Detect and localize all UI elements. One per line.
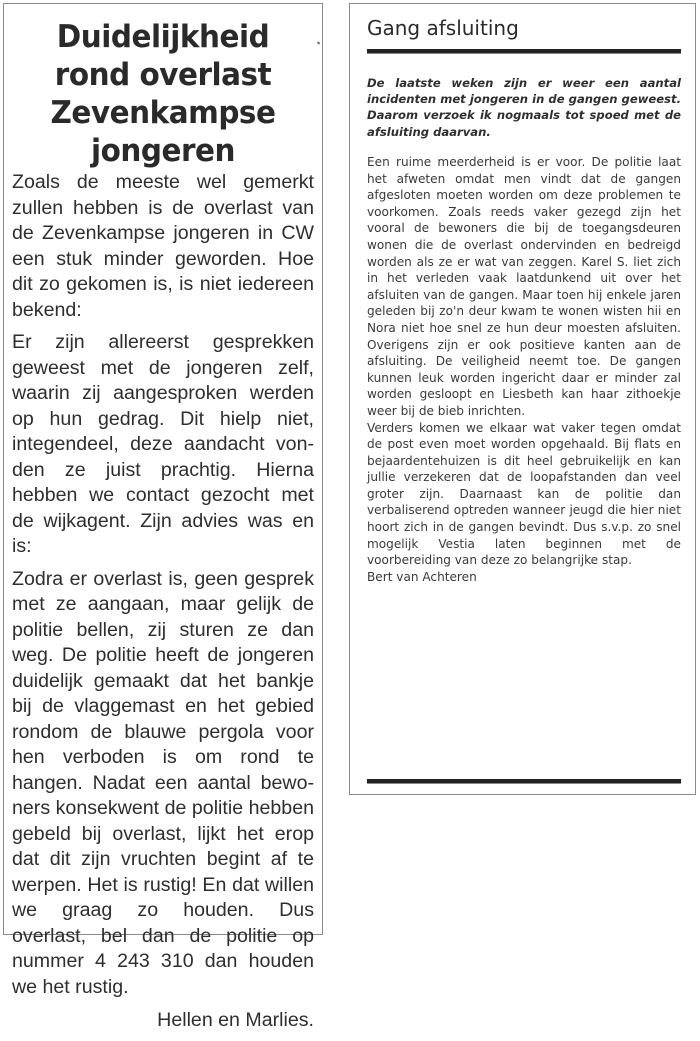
left-article-body — [12, 170, 314, 1041]
left-paragraph: Er zijn allereerst gesprekken geweest met de jongeren zelf, waarin zij aangesproken werden op hun gedrag. Dit hielp niet, integendeel, deze aandacht vonden ze juist prachtig. Hierna hebben we contact gezocht met de wijkagent. Zijn advies was en is: — [12, 331, 314, 557]
title-underline-rule — [367, 49, 681, 54]
right-article-author: Bert van Achteren — [367, 569, 477, 584]
headline-line: Zevenkampse — [50, 95, 276, 131]
headline-line: Duidelijkheid — [56, 19, 270, 55]
right-article-body — [367, 154, 681, 585]
left-paragraph: Zoals de meeste wel gemerkt zullen hebben is de overlast van de Zevenkampse jongeren in CW een stuk minder geworden. Hoe dit zo gekomen is, is niet iedereen bekend: — [12, 171, 314, 321]
right-article-title: Gang afsluiting — [367, 16, 519, 40]
right-paragraph: Een ruime meerderheid is er voor. De politie laat het afweten omdat men vindt dat de gangen afgesloten moeten worden om deze problemen te voorkomen. Zoals reeds vaker gezegd zijn het vooral de bewoners die bij de toegangsdeuren wonen die de overlast ondervinden en bedreigd worden als ze er wat van zeggen. Karel S. liet zich in het verleden vaak laatdunkend uit over het afsluiten van de gangen. Maar toen hij enkele jaren geleden bij zo'n deur kwam te wonen wisten hii en Nora niet hoe snel ze hun deur moesten afsluiten. Overigens zijn er ook positieve kanten aan de afsluiting. De veiligheid neemt toe. De gangen kunnen leuk worden ingericht daar er minder zal worden gesloopt en Liesbeth kan haar zithoekje weer bij de bieb inrichten. — [367, 155, 681, 418]
right-article-box — [349, 3, 696, 795]
bottom-rule — [367, 779, 681, 784]
right-article-intro: De laatste weken zijn er weer een aantal incidenten met jongeren in de gangen geweest. Daarom verzoek ik nogmaals tot spoed met de afsluiting daarvan. — [367, 76, 681, 139]
left-article-headline — [12, 18, 314, 170]
right-paragraph: Verders komen we elkaar wat vaker tegen omdat de post even moet worden opgehaald. Bij flats en bejaardentehuizen is dit heel gebruikelijk en kan jullie verzekeren dat de loopafstanden dan veel groter zijn. Daarnaast kan de politie dan verbaliserend optreden wanneer jeugd die hier niet hoort zich in de gangen bevindt. Dus s.v.p. zo snel mogelijk Vestia laten beginnen met de voorbereiding van deze zo belangrijke stap. — [367, 420, 681, 568]
print-speck — [317, 41, 321, 44]
headline-line: rond overlast — [54, 57, 272, 93]
left-article-signature: Hellen en Marlies. — [157, 1009, 314, 1031]
left-article-box — [3, 3, 323, 1031]
left-paragraph: Zodra er overlast is, geen gesprek met ze aangaan, maar gelijk de politie bellen, zij sturen ze dan weg. De politie heeft de jongeren duidelijk gemaakt dat het bankje bij de vlaggemast en het gebied rondom de blauwe pergola voor hen verboden is om rond te hangen. Nadat een aantal bewoners konsekwent de politie hebben gebeld bij overlast, lijkt het erop dat dit zijn vruchten begint af te werpen. Het is rustig! En dat willen we graag zo houden. Dus overlast, bel dan de politie op nummer 4 243 310 dan houden we het rustig. — [12, 567, 314, 998]
headline-line: jongeren — [90, 133, 236, 169]
